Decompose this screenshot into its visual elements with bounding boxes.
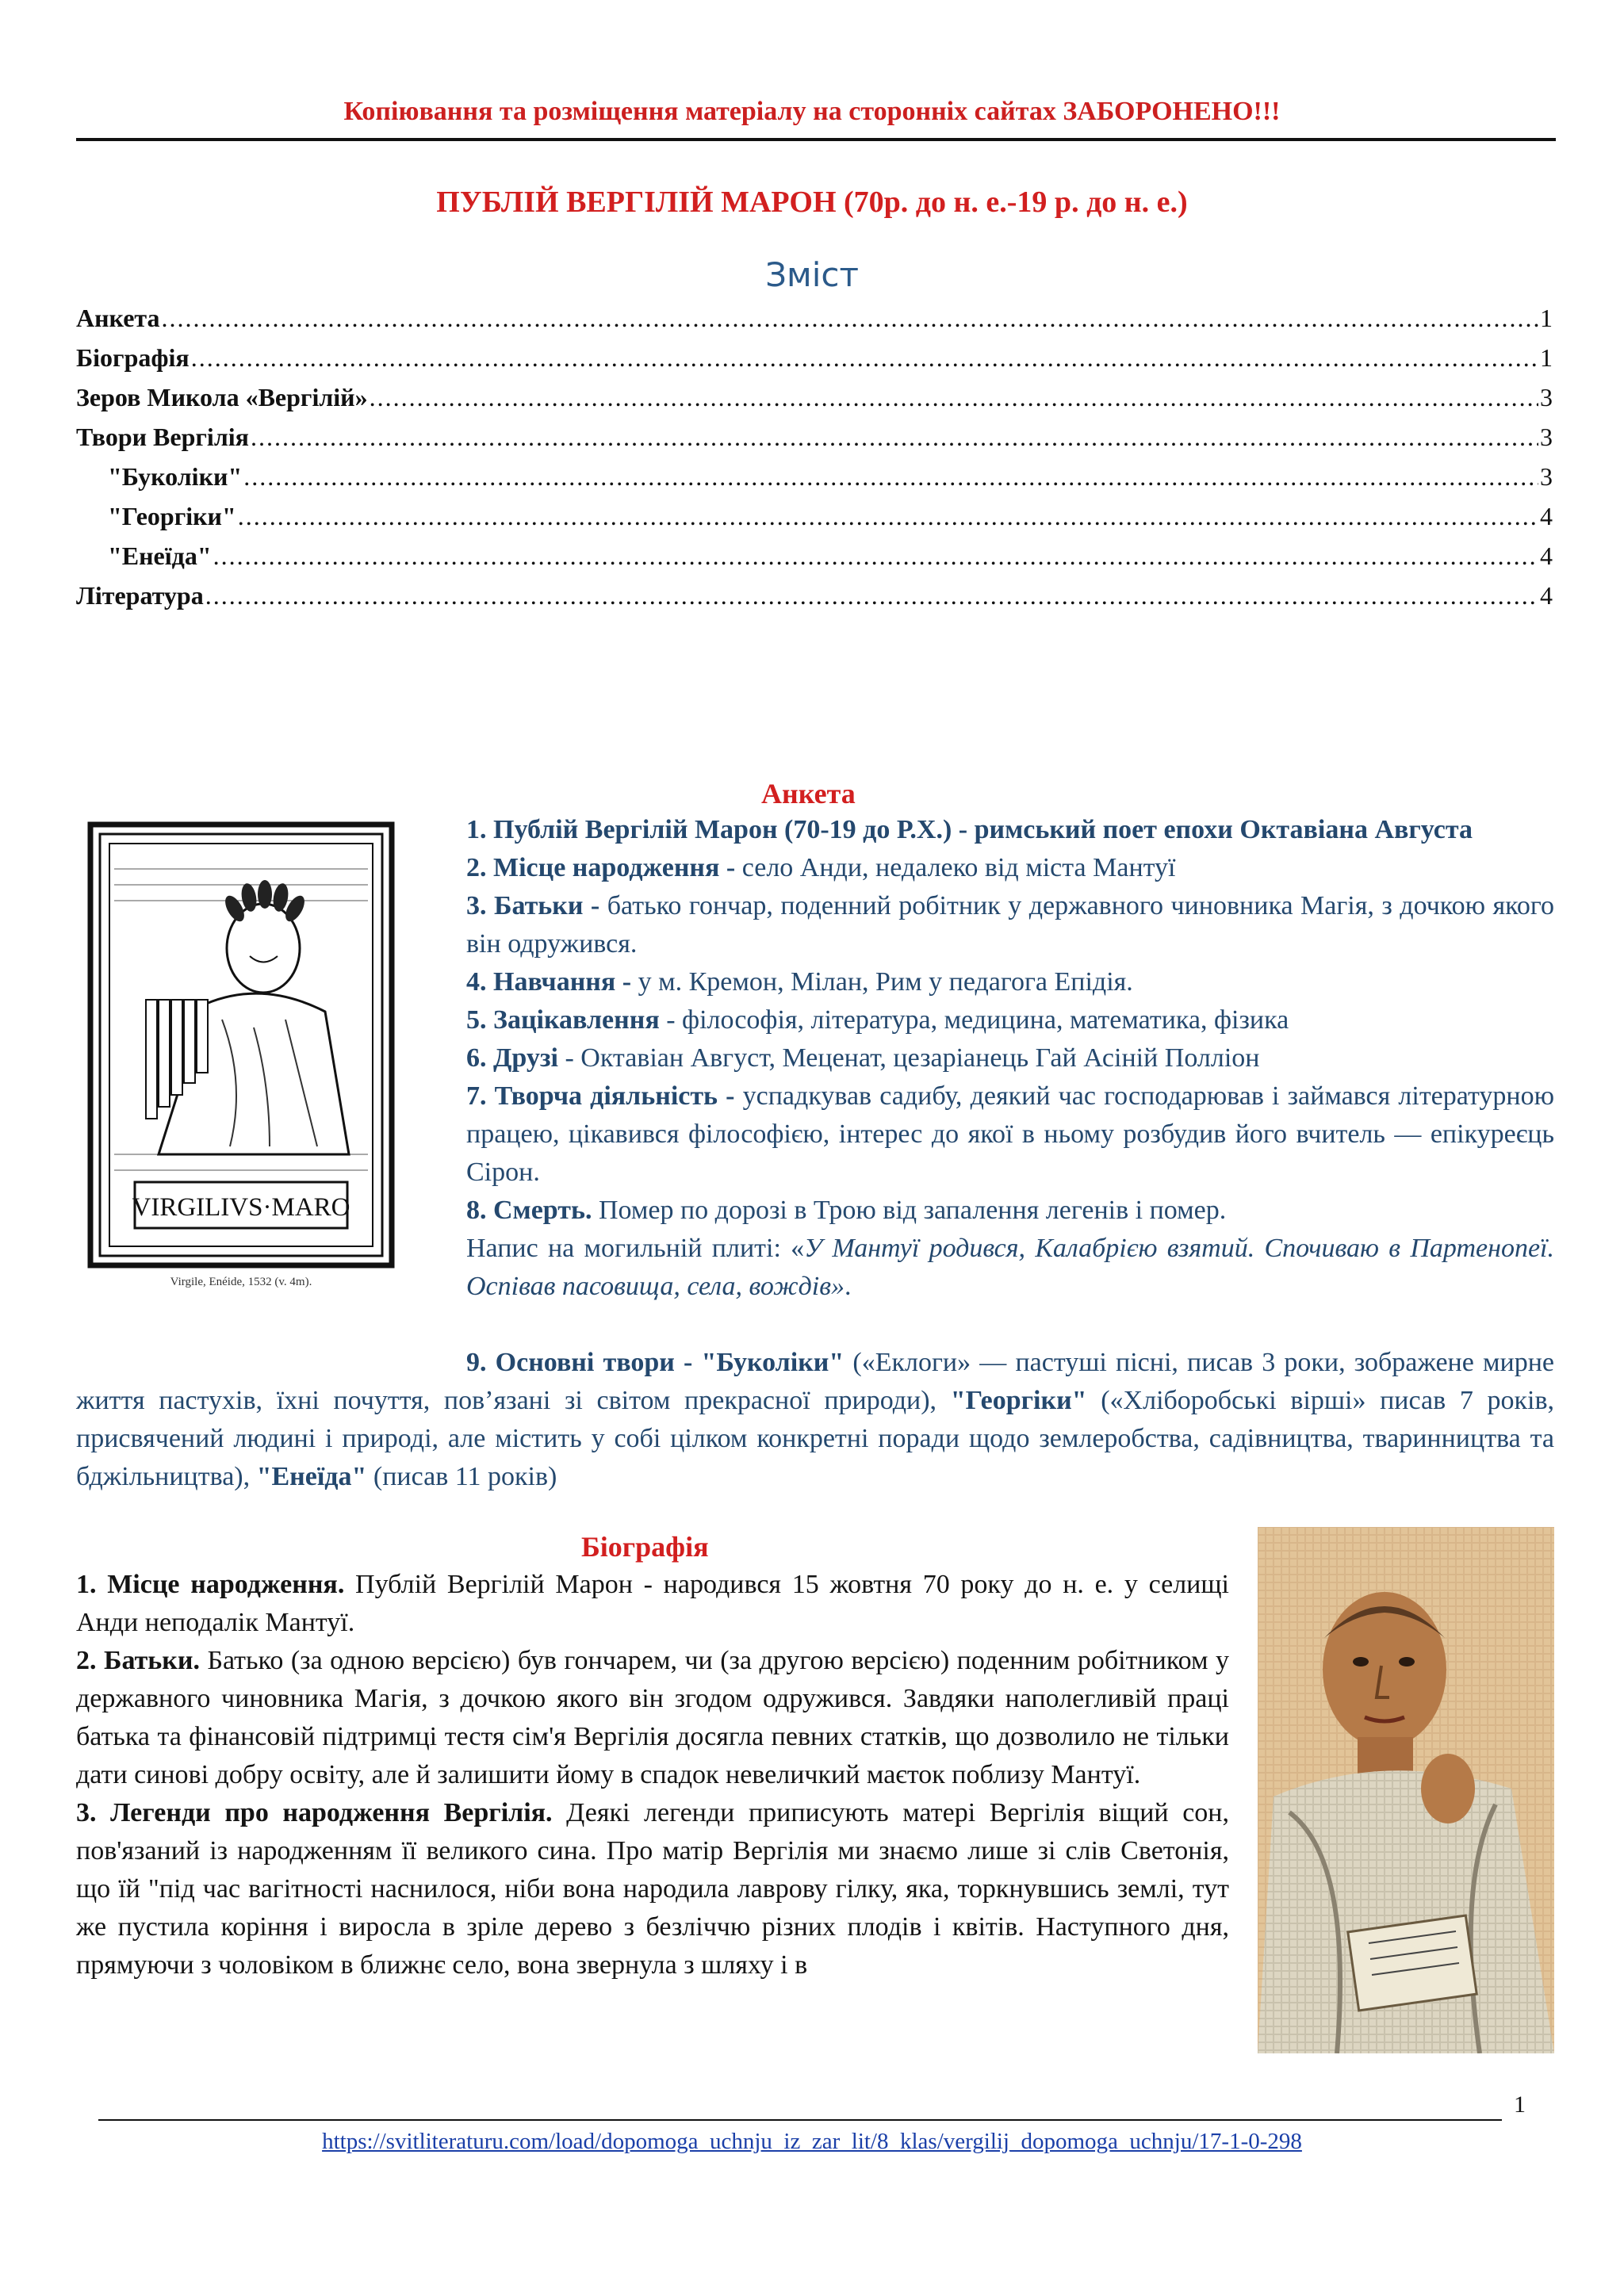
copyright-warning: Копіювання та розміщення матеріалу на сторонніх сайтах ЗАБОРОНЕНО!!! (343, 97, 1281, 126)
anketa-value: - Октавіан Август, Меценат, цезаріанець Гай Асіній Полліон (557, 1043, 1260, 1073)
anketa-value: успадкував садибу, деякий час господарював і займався літературною працею, цікавився філософією, інтерес до якої в ньому розбудив його вчитель — епікуреєць Сірон. (466, 1081, 1554, 1187)
anketa-value: у м. Кремон, Мілан, Рим у педагога Епідія. (631, 967, 1133, 997)
bio-label: 1. Місце народження. (76, 1570, 345, 1599)
toc-heading: Зміст (765, 255, 859, 294)
biography-title: Біографія (581, 1531, 709, 1563)
toc-leader (213, 541, 1538, 571)
toc-item-page: 3 (1540, 462, 1553, 491)
epitaph-text: У Мантуї родився, Калабрією взятий. Спочиваю в Партенопеї. Оспівав пасовища, села, вождів» (466, 1234, 1554, 1301)
anketa-label: 3. Батьки - (466, 891, 600, 920)
toc-item-bucolics[interactable] (76, 462, 1553, 502)
toc-item-literature[interactable] (76, 581, 1553, 621)
portrait-inscription: VIRGILIVS·MARO (132, 1193, 350, 1222)
toc-item-label: Твори Вергілія (76, 423, 249, 451)
toc-item-aeneid[interactable] (76, 541, 1553, 581)
epitaph-end: . (845, 1272, 852, 1301)
toc-leader (191, 343, 1538, 373)
anketa-label: 4. Навчання - (466, 967, 632, 997)
portrait-caption: Virgile, Enéide, 1532 (v. 4m). (170, 1276, 312, 1288)
anketa-label: 2. Місце народження - (466, 853, 736, 882)
toc-item-works[interactable] (76, 423, 1553, 462)
toc-leader (205, 581, 1538, 610)
toc-item-page: 1 (1540, 304, 1553, 332)
anketa-label: 7. Творча діяльність - (466, 1081, 735, 1111)
toc-leader (251, 423, 1538, 452)
virgil-woodcut-portrait (87, 821, 395, 1297)
toc-item-label: Біографія (76, 343, 190, 372)
anketa-value: («Хліборобські вірші» писав 7 років, присвячений людині і природі, але містить у собі цілком конкретні поради щодо землеробства, садівництва, тваринництва та бджільництва), (76, 1386, 1554, 1491)
toc-item-anketa[interactable] (76, 304, 1553, 343)
toc-leader (243, 462, 1538, 492)
anketa-value: - філософія, література, медицина, математика, фізика (659, 1005, 1289, 1035)
anketa-works (76, 1344, 1554, 1496)
virgil-mosaic-image (1258, 1527, 1554, 2053)
anketa-value: батько гончар, поденний робітник у державного чиновника Магія, з дочкою якого він одружився. (466, 891, 1554, 959)
epitaph-intro: Напис на могильній плиті: « (466, 1234, 805, 1263)
bio-label: 3. Легенди про народження Вергілія. (76, 1798, 553, 1827)
document-title: ПУБЛІЙ ВЕРГІЛІЙ МАРОН (70р. до н. е.-19 р. до н. е.) (436, 186, 1188, 219)
anketa-label: 6. Друзі (466, 1043, 558, 1073)
anketa-title: Анкета (761, 778, 856, 809)
work-bucolics: "Буколіки" (701, 1348, 845, 1377)
toc-item-label: "Енеїда" (108, 541, 212, 570)
toc-item-label: Література (76, 581, 204, 610)
page-number: 1 (1514, 2091, 1526, 2118)
toc-item-page: 3 (1540, 423, 1553, 451)
toc-leader (238, 502, 1538, 531)
bio-label: 2. Батьки. (76, 1646, 200, 1675)
toc-leader (162, 304, 1539, 333)
bottom-divider (98, 2119, 1502, 2121)
toc-item-page: 4 (1540, 541, 1553, 570)
toc-item-label: Анкета (76, 304, 160, 332)
toc-leader (370, 383, 1538, 412)
bio-value: Публій Вергілій Марон - народився 15 жовтня 70 року до н. е. у селищі Анди неподалік Мантуї. (76, 1570, 1229, 1637)
toc-item-label: "Георгіки" (108, 502, 236, 530)
anketa-label: 8. Смерть. (466, 1196, 592, 1225)
toc-item-page: 3 (1540, 383, 1553, 411)
anketa-value: Помер по дорозі в Трою від запалення легенів і помер. (592, 1196, 1227, 1225)
anketa-value: село Анди, недалеко від міста Мантуї (735, 853, 1176, 882)
anketa-text (466, 811, 1554, 1306)
anketa-item-1: 1. Публій Вергілій Марон (70-19 до Р.Х.) - римський поет епохи Октавіана Августа (466, 815, 1473, 844)
bio-value: Батько (за одною версією) був гончарем, чи (за другою версією) поденним робітником у державного чиновника Магія, з дочкою якого він згодом одружився. Завдяки наполегливій праці батька та фінансовій підтримці тестя сім'я Вергілія досягла певних статків, що дозволило не тільки дати синові добру освіту, але й залишити йому в спадок невеличкий маєток поблизу Мантуї. (76, 1646, 1229, 1789)
toc-item-zerov[interactable] (76, 383, 1553, 423)
top-divider (76, 138, 1556, 141)
toc-item-page: 4 (1540, 502, 1553, 530)
toc-item-biography[interactable] (76, 343, 1553, 383)
toc-item-page: 4 (1540, 581, 1553, 610)
anketa-label: 9. Основні твори - (466, 1348, 702, 1377)
work-aeneid: "Енеїда" (256, 1462, 367, 1491)
anketa-value: (писав 11 років) (366, 1462, 557, 1491)
anketa-value: («Еклоги» — пастуші пісні, писав 3 роки, зображене мирне життя пастухів, їхні почуття, пов’язані зі світом прекрасної природи), (76, 1348, 1554, 1415)
biography-text (76, 1566, 1229, 1984)
anketa-label: 5. Зацікавлення (466, 1005, 660, 1035)
toc-item-label: Зеров Микола «Вергілій» (76, 383, 368, 411)
work-georgics: "Георгіки" (950, 1386, 1087, 1415)
toc-item-page: 1 (1540, 343, 1553, 372)
toc-item-label: "Буколіки" (108, 462, 243, 491)
table-of-contents (76, 304, 1553, 621)
toc-item-georgics[interactable] (76, 502, 1553, 541)
bio-value: Деякі легенди приписують матері Вергілія віщий сон, пов'язаний із народженням її великого сина. Про матір Вергілія ми знаємо лише зі слів Светонія, що їй "під час вагітності наснилося, ніби вона народила лаврову гілку, яка, торкнувшись землі, тут же пустила коріння і виросла в зріле дерево з безліччю різних плодів і квітів. Наступного дня, прямуючи з чоловіком в ближнє село, вона звернула з шляху і в (76, 1798, 1229, 1980)
source-link[interactable]: https://svitliteraturu.com/load/dopomoga_uchnju_iz_zar_lit/8_klas/vergilij_dopomoga_uchnju/17-1-0-298 (322, 2129, 1302, 2154)
